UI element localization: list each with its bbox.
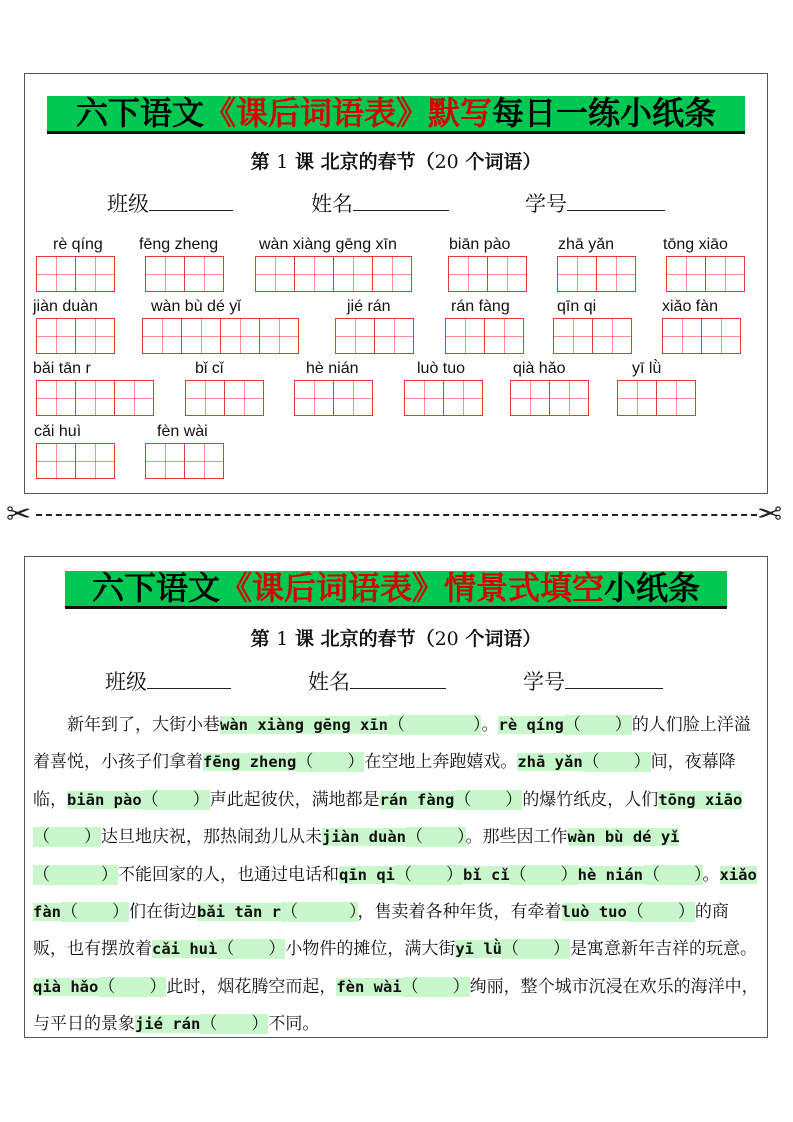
- writing-cell[interactable]: [220, 318, 260, 354]
- answer-blank[interactable]: （ ）: [33, 827, 101, 848]
- writing-cell[interactable]: [592, 318, 632, 354]
- writing-cell[interactable]: [484, 318, 524, 354]
- answer-blank[interactable]: （ ）: [509, 864, 578, 885]
- text-segment: 的商贩，也有摆放着: [33, 902, 729, 960]
- writing-cell[interactable]: [36, 443, 76, 479]
- pinyin-label: fèn wài: [157, 423, 208, 440]
- writing-grid[interactable]: [36, 318, 114, 354]
- scissors-icon: ✂: [757, 497, 783, 532]
- text-segment: ，售卖着各种年货，有牵着: [357, 902, 562, 923]
- student-id-field[interactable]: 学号: [523, 666, 663, 696]
- pinyin-label: fēng zheng: [139, 236, 219, 253]
- writing-cell[interactable]: [487, 256, 527, 292]
- writing-grid[interactable]: [185, 380, 263, 416]
- pinyin-label: jié rán: [347, 298, 391, 315]
- answer-blank[interactable]: （ ）: [387, 715, 482, 735]
- writing-grid[interactable]: [36, 443, 114, 479]
- pinyin-cue: hè nián: [577, 865, 643, 884]
- writing-grid[interactable]: [448, 256, 526, 292]
- writing-cell[interactable]: [36, 380, 76, 416]
- pinyin-cue: zhā yǎn: [517, 753, 583, 772]
- text-segment: 在空地上奔跑嬉戏。: [364, 752, 518, 773]
- answer-blank[interactable]: （ ）: [582, 752, 651, 773]
- title-highlight: 《课后词语表》情景式填空: [219, 569, 604, 607]
- pinyin-cue: luò tuo: [561, 903, 627, 922]
- pinyin-label: hè nián: [306, 360, 359, 377]
- dictation-card: [24, 73, 768, 494]
- text-segment: 声此起彼伏，满地都是: [209, 789, 380, 810]
- pinyin-label: cǎi huì: [34, 423, 82, 440]
- pinyin-cue: xiǎo fàn: [33, 865, 757, 922]
- answer-blank[interactable]: （ ）: [643, 864, 703, 885]
- writing-cell[interactable]: [333, 380, 373, 416]
- writing-cell[interactable]: [557, 256, 597, 292]
- cut-line: [36, 514, 757, 516]
- writing-cell[interactable]: [374, 318, 414, 354]
- pinyin-label: jiàn duàn: [33, 298, 98, 315]
- writing-grid[interactable]: [404, 380, 482, 416]
- pinyin-label: rán fàng: [451, 298, 510, 315]
- pinyin-label: qīn qi: [557, 298, 597, 315]
- answer-blank[interactable]: （ ）: [626, 902, 695, 923]
- pinyin-label: wàn bù dé yǐ: [151, 298, 241, 315]
- writing-cell[interactable]: [294, 380, 334, 416]
- answer-blank[interactable]: （ ）: [200, 1014, 269, 1035]
- pinyin-cue: bǎi tān r: [197, 903, 281, 922]
- writing-grid[interactable]: [145, 256, 223, 292]
- writing-cell[interactable]: [36, 318, 76, 354]
- pinyin-cue: jiàn duàn: [322, 828, 406, 847]
- lesson-subtitle: 第 1 课 北京的春节（20 个词语）: [250, 628, 542, 650]
- writing-cell[interactable]: [294, 256, 334, 292]
- name-field[interactable]: 姓名: [311, 188, 449, 218]
- answer-blank[interactable]: （ ）: [281, 902, 358, 923]
- pinyin-cue: rán fàng: [379, 790, 455, 809]
- writing-grid[interactable]: [662, 318, 740, 354]
- writing-cell[interactable]: [443, 380, 483, 416]
- answer-blank[interactable]: （ ）: [217, 939, 286, 960]
- writing-cell[interactable]: [224, 380, 264, 416]
- pinyin-cue: fēng zheng: [203, 753, 297, 772]
- answer-blank[interactable]: （ ）: [563, 715, 632, 735]
- text-segment: 。: [702, 864, 720, 885]
- pinyin-label: luò tuo: [417, 360, 466, 377]
- title-part: 每日一练小纸条: [492, 94, 717, 132]
- writing-grid[interactable]: [255, 256, 411, 292]
- pinyin-label: xiǎo fàn: [662, 298, 719, 315]
- writing-cell[interactable]: [596, 256, 636, 292]
- cloze-paragraph: [33, 707, 761, 1044]
- writing-cell[interactable]: [666, 256, 706, 292]
- writing-cell[interactable]: [75, 318, 115, 354]
- card-title: [25, 88, 767, 134]
- writing-cell[interactable]: [333, 256, 373, 292]
- writing-cell[interactable]: [448, 256, 488, 292]
- title-highlight: 《课后词语表》默写: [203, 94, 492, 132]
- writing-cell[interactable]: [662, 318, 702, 354]
- answer-blank[interactable]: （ ）: [98, 976, 167, 997]
- text-segment: 新年到了，大街小巷: [67, 715, 220, 735]
- writing-cell[interactable]: [184, 443, 224, 479]
- writing-cell[interactable]: [114, 380, 154, 416]
- writing-grid[interactable]: [294, 380, 372, 416]
- writing-cell[interactable]: [372, 256, 412, 292]
- text-segment: 是寓意新年吉祥的玩意。: [570, 939, 757, 960]
- writing-cell[interactable]: [185, 380, 225, 416]
- answer-blank[interactable]: （ ）: [61, 902, 129, 923]
- scissors-icon: ✂: [6, 497, 32, 532]
- text-segment: 的爆竹纸皮，人们: [522, 789, 659, 810]
- pinyin-cue: biān pào: [67, 790, 142, 809]
- pinyin-label: bǐ cǐ: [195, 360, 224, 377]
- text-segment: 不能回家的人，也通过电话和: [118, 864, 339, 885]
- card-title: [25, 563, 767, 609]
- pinyin-label: bǎi tān r: [33, 360, 91, 377]
- writing-grid[interactable]: [553, 318, 631, 354]
- writing-grid[interactable]: [36, 256, 114, 292]
- writing-cell[interactable]: [36, 256, 76, 292]
- pinyin-cue: wàn bù dé yǐ: [567, 828, 680, 847]
- writing-grid[interactable]: [557, 256, 635, 292]
- writing-grid[interactable]: [335, 318, 413, 354]
- writing-cell[interactable]: [181, 318, 221, 354]
- writing-grid[interactable]: [445, 318, 523, 354]
- text-segment: 不同。: [268, 1014, 320, 1035]
- pinyin-cue: fèn wài: [336, 977, 402, 996]
- writing-cell[interactable]: [404, 380, 444, 416]
- writing-cell[interactable]: [259, 318, 299, 354]
- pinyin-cue: cǎi huì: [152, 940, 218, 959]
- writing-grid[interactable]: [36, 380, 153, 416]
- pinyin-cue: qià hǎo: [33, 977, 99, 996]
- pinyin-cue: wàn xiàng gēng xīn: [220, 716, 388, 734]
- answer-blank[interactable]: （ ）: [401, 976, 470, 997]
- text-segment: 此时，烟花腾空而起，: [166, 976, 337, 997]
- writing-cell[interactable]: [335, 318, 375, 354]
- student-id-field[interactable]: 学号: [525, 188, 665, 218]
- writing-cell[interactable]: [549, 380, 589, 416]
- writing-cell[interactable]: [184, 256, 224, 292]
- class-field[interactable]: 班级: [107, 188, 233, 218]
- title-part: 六下语文: [75, 94, 204, 132]
- title-part: 六下语文: [91, 569, 220, 607]
- text-segment: 的人们脸上洋溢着喜悦，小孩子们拿着: [33, 715, 751, 773]
- writing-cell[interactable]: [445, 318, 485, 354]
- writing-grid[interactable]: [142, 318, 298, 354]
- writing-cell[interactable]: [75, 443, 115, 479]
- pinyin-label: tōng xiāo: [663, 236, 728, 253]
- writing-cell[interactable]: [701, 318, 741, 354]
- text-segment: 间，夜幕降临，: [33, 752, 736, 810]
- writing-grid[interactable]: [145, 443, 223, 479]
- answer-blank[interactable]: （ ）: [395, 864, 463, 885]
- writing-cell[interactable]: [553, 318, 593, 354]
- answer-blank[interactable]: （ ）: [406, 827, 466, 848]
- writing-grid[interactable]: [617, 380, 695, 416]
- text-segment: 小物件的摊位，满大街: [285, 939, 456, 960]
- writing-cell[interactable]: [617, 380, 657, 416]
- text-segment: 达旦地庆祝，那热闹劲儿从未: [101, 827, 322, 848]
- pinyin-cue: rè qíng: [498, 716, 564, 734]
- pinyin-cue: jié rán: [135, 1015, 201, 1034]
- writing-cell[interactable]: [145, 443, 185, 479]
- title-part: 小纸条: [604, 569, 701, 607]
- pinyin-cue: tōng xiāo: [658, 790, 743, 809]
- text-segment: 。: [481, 715, 499, 735]
- answer-blank[interactable]: （ ）: [454, 789, 523, 810]
- pinyin-cue: qīn qi: [339, 865, 395, 884]
- writing-cell[interactable]: [75, 380, 115, 416]
- pinyin-label: zhā yǎn: [558, 236, 615, 253]
- text-segment: 绚丽，整个城市沉浸在欢乐的海洋中，与平日的景象: [33, 976, 759, 1035]
- name-field[interactable]: 姓名: [308, 666, 446, 696]
- writing-grid[interactable]: [510, 380, 588, 416]
- text-segment: 们在街边: [129, 902, 197, 923]
- writing-cell[interactable]: [255, 256, 295, 292]
- writing-cell[interactable]: [656, 380, 696, 416]
- answer-blank[interactable]: （ ）: [33, 864, 118, 885]
- pinyin-label: rè qíng: [53, 236, 103, 253]
- pinyin-label: yī lǜ: [632, 360, 662, 377]
- pinyin-label: biān pào: [449, 236, 511, 253]
- class-field[interactable]: 班级: [105, 666, 231, 696]
- answer-blank[interactable]: （ ）: [296, 752, 365, 773]
- writing-cell[interactable]: [142, 318, 182, 354]
- writing-cell[interactable]: [510, 380, 550, 416]
- lesson-subtitle: 第 1 课 北京的春节（20 个词语）: [250, 151, 542, 173]
- text-segment: 。那些因工作: [465, 827, 568, 848]
- fill-in-card: [24, 556, 768, 1038]
- pinyin-label: wàn xiàng gēng xīn: [259, 236, 397, 253]
- writing-cell[interactable]: [75, 256, 115, 292]
- pinyin-label: qià hǎo: [513, 360, 566, 377]
- answer-blank[interactable]: （ ）: [502, 939, 570, 960]
- writing-grid[interactable]: [666, 256, 744, 292]
- writing-cell[interactable]: [145, 256, 185, 292]
- pinyin-cue: yī lǜ: [455, 940, 502, 959]
- pinyin-cue: bǐ cǐ: [463, 865, 510, 884]
- writing-cell[interactable]: [705, 256, 745, 292]
- answer-blank[interactable]: （ ）: [141, 789, 210, 810]
